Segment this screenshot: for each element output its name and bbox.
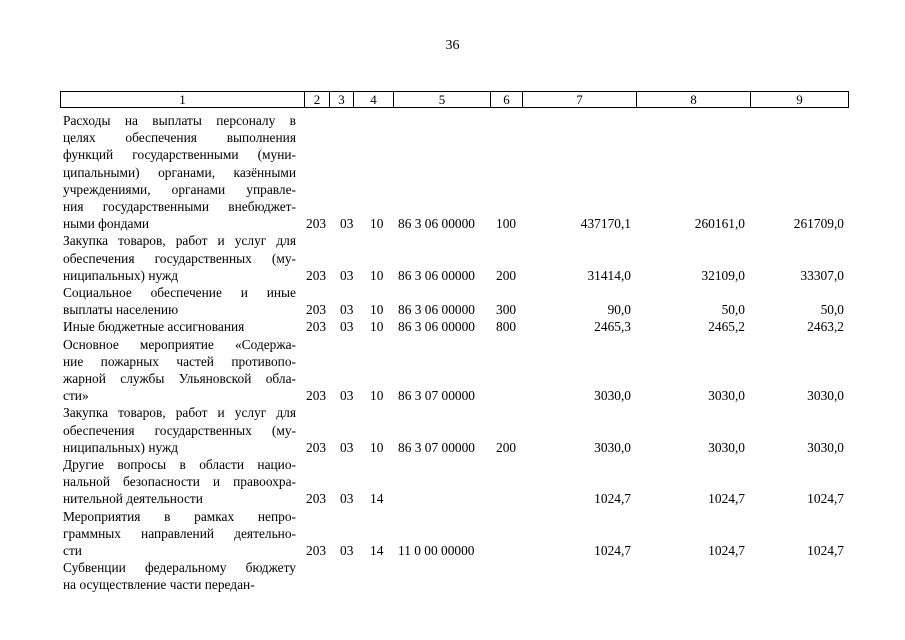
cell-col-8: 1024,7 (708, 542, 745, 558)
cell-col-9: 1024,7 (807, 542, 844, 558)
cell-col-2: 203 (306, 439, 327, 455)
cell-col-8: 3030,0 (708, 439, 745, 455)
table-row (0, 336, 905, 405)
description-line: Иные бюджетные ассигнования (63, 319, 245, 335)
cell-col-5: 86 3 07 00000 (398, 388, 475, 404)
table-row (0, 232, 905, 284)
cell-col-3: 03 (340, 439, 354, 455)
description-line: Основное мероприятие «Содержа- (63, 336, 296, 352)
cell-col-2: 203 (306, 388, 327, 404)
description-line: учреждениями, органами управле- (63, 181, 296, 197)
cell-col-7: 1024,7 (594, 542, 631, 558)
row-description (63, 336, 296, 405)
description-line: Мероприятия в рамках непро- (63, 508, 296, 524)
cell-col-3: 03 (340, 302, 354, 318)
cell-col-5: 11 0 00 00000 (398, 542, 475, 558)
description-line: на осуществление части передан- (63, 577, 255, 593)
header-col-7: 7 (522, 92, 636, 107)
cell-col-4: 10 (370, 439, 384, 455)
row-description (63, 508, 296, 560)
description-line: ниципальных) нужд (63, 439, 179, 455)
description-line: функций государственными (муни- (63, 147, 296, 163)
description-line: ципальными) органами, казёнными (63, 164, 296, 180)
cell-col-5: 86 3 06 00000 (398, 319, 475, 335)
cell-col-9: 261709,0 (793, 216, 844, 232)
description-line: жарной службы Ульяновской обла- (63, 371, 296, 386)
cell-col-7: 3030,0 (594, 439, 631, 455)
description-line: Субвенции федеральному бюджету (63, 560, 296, 576)
row-description (63, 559, 296, 593)
cell-col-3: 03 (340, 542, 354, 558)
cell-col-8: 260161,0 (694, 216, 745, 232)
page-number: 36 (445, 38, 460, 53)
cell-col-4: 14 (370, 491, 384, 507)
description-line: целях обеспечения выполнения (63, 130, 296, 146)
cell-col-3: 03 (340, 267, 354, 283)
cell-col-8: 32109,0 (701, 267, 745, 283)
cell-col-4: 14 (370, 542, 384, 558)
description-line: Закупка товаров, работ и услуг для (63, 233, 296, 249)
row-description (63, 456, 296, 508)
description-line: нальной безопасности и правоохра- (63, 474, 296, 490)
cell-col-4: 10 (370, 388, 384, 404)
header-col-4: 4 (353, 92, 393, 107)
description-line: ниципальных) нужд (63, 267, 179, 283)
table-row (0, 284, 905, 318)
table-header (60, 91, 849, 108)
table-row (0, 404, 905, 456)
cell-col-8: 3030,0 (708, 388, 745, 404)
description-line: Социальное обеспечение и иные (63, 285, 296, 300)
cell-col-8: 2465,2 (708, 319, 745, 335)
description-line: ние пожарных частей противопо- (63, 353, 296, 369)
table-row (0, 559, 905, 593)
description-line: ния государственными внебюджет- (63, 199, 296, 215)
description-line: выплаты населению (63, 302, 179, 318)
header-col-9: 9 (750, 92, 848, 107)
header-col-3: 3 (329, 92, 353, 107)
cell-col-9: 3030,0 (807, 388, 844, 404)
table-row (0, 456, 905, 508)
cell-col-3: 03 (340, 388, 354, 404)
cell-col-7: 2465,3 (594, 319, 631, 335)
header-col-5: 5 (393, 92, 490, 107)
row-description (63, 284, 296, 318)
header-col-2: 2 (304, 92, 329, 107)
cell-col-9: 50,0 (820, 302, 844, 318)
cell-col-6: 100 (496, 216, 517, 232)
header-col-6: 6 (490, 92, 522, 107)
description-line: граммных направлений деятельно- (63, 525, 296, 541)
cell-col-2: 203 (306, 267, 327, 283)
table-row (0, 112, 905, 232)
cell-col-9: 33307,0 (800, 267, 844, 283)
cell-col-5: 86 3 06 00000 (398, 267, 475, 283)
cell-col-6: 800 (496, 319, 517, 335)
cell-col-8: 1024,7 (708, 491, 745, 507)
description-line: Другие вопросы в области нацио- (63, 457, 296, 472)
description-line: обеспечения государственных (му- (63, 250, 296, 266)
cell-col-4: 10 (370, 302, 384, 318)
description-line: нительной деятельности (63, 491, 203, 507)
cell-col-9: 3030,0 (807, 439, 844, 455)
cell-col-7: 90,0 (607, 302, 631, 318)
row-description (63, 404, 296, 456)
cell-col-4: 10 (370, 216, 384, 232)
cell-col-8: 50,0 (721, 302, 745, 318)
cell-col-6: 200 (496, 267, 517, 283)
cell-col-7: 3030,0 (594, 388, 631, 404)
cell-col-6: 200 (496, 439, 517, 455)
table-row (0, 508, 905, 560)
description-line: обеспечения государственных (му- (63, 422, 296, 438)
row-description (63, 318, 296, 335)
cell-col-5: 86 3 06 00000 (398, 302, 475, 318)
cell-col-7: 437170,1 (580, 216, 631, 232)
table-row (0, 318, 905, 335)
cell-col-9: 2463,2 (807, 319, 844, 335)
cell-col-3: 03 (340, 216, 354, 232)
cell-col-2: 203 (306, 216, 327, 232)
cell-col-2: 203 (306, 542, 327, 558)
cell-col-9: 1024,7 (807, 491, 844, 507)
header-col-8: 8 (636, 92, 750, 107)
cell-col-4: 10 (370, 319, 384, 335)
cell-col-3: 03 (340, 319, 354, 335)
cell-col-7: 1024,7 (594, 491, 631, 507)
description-line: сти (63, 543, 82, 558)
cell-col-5: 86 3 06 00000 (398, 216, 475, 232)
description-line: сти» (63, 388, 89, 404)
cell-col-2: 203 (306, 491, 327, 507)
cell-col-2: 203 (306, 302, 327, 318)
cell-col-5: 86 3 07 00000 (398, 439, 475, 455)
header-col-1: 1 (179, 92, 186, 107)
cell-col-2: 203 (306, 319, 327, 335)
row-description (63, 232, 296, 284)
cell-col-6: 300 (496, 302, 517, 318)
description-line: ными фондами (63, 216, 150, 232)
cell-col-4: 10 (370, 267, 384, 283)
cell-col-7: 31414,0 (587, 267, 631, 283)
row-description (63, 112, 296, 232)
cell-col-3: 03 (340, 491, 354, 507)
description-line: Расходы на выплаты персоналу в (63, 113, 296, 128)
description-line: Закупка товаров, работ и услуг для (63, 405, 296, 421)
